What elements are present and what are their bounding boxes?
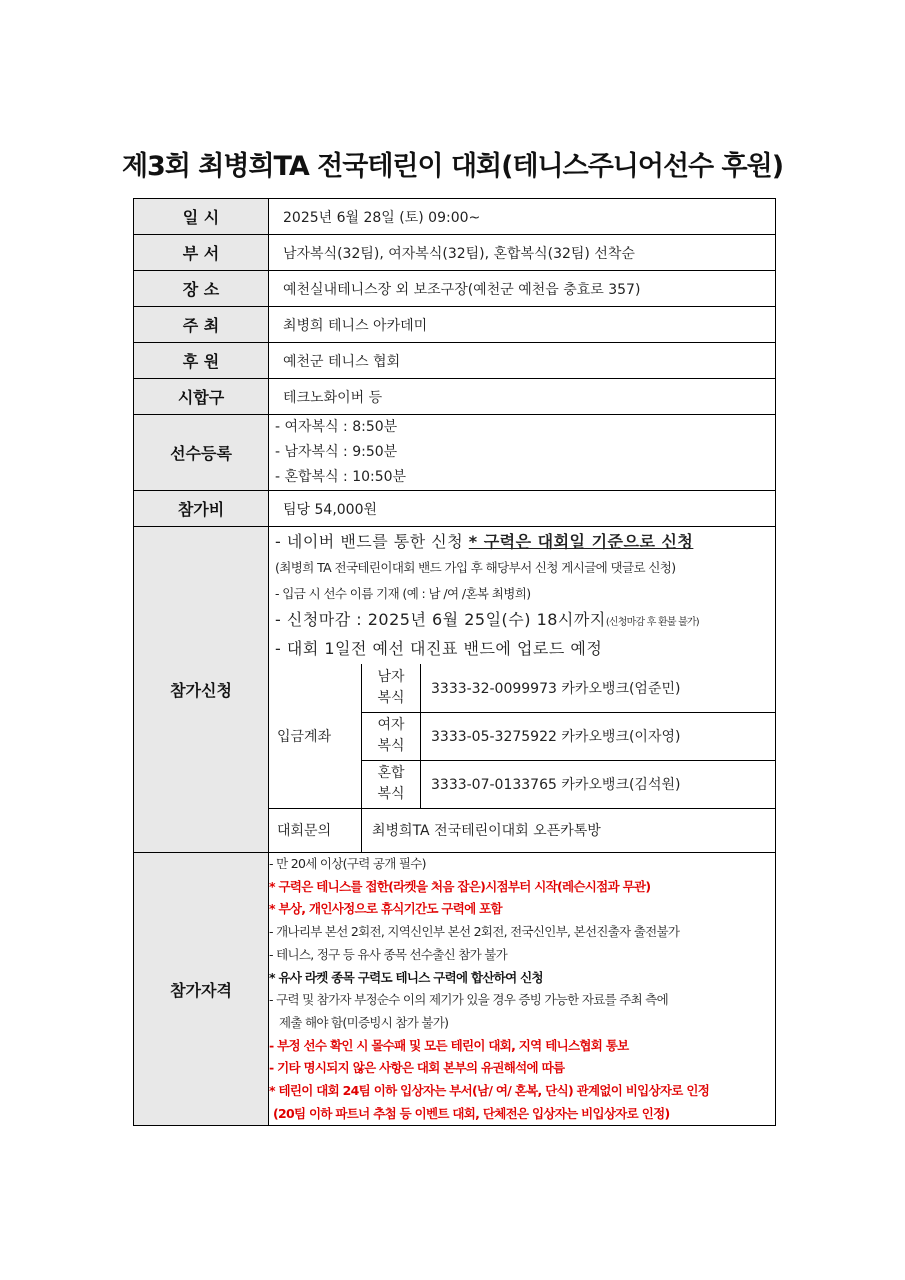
eligibility-line: (20팀 이하 파트너 추첨 등 이벤트 대회, 단체전은 입상자는 비입상자로 인정) (273, 1105, 670, 1121)
value-application (269, 527, 776, 853)
account-type-bottom: 복식 (377, 689, 405, 706)
label-application: 참가신청 (134, 527, 269, 853)
band-apply-text: - 네이버 밴드를 통한 신청 (275, 532, 469, 551)
inquiry-row (269, 808, 775, 852)
row-division (134, 235, 776, 271)
application-line-4 (275, 607, 775, 636)
registration-item: - 혼합복식 : 10:50분 (275, 469, 407, 485)
account-type-bottom: 복식 (377, 738, 405, 754)
tournament-info-table (133, 198, 776, 1126)
account-type-top: 여자 (377, 717, 405, 733)
row-fee (134, 491, 776, 527)
application-line-2: (최병희 TA 전국테린이대회 밴드 가입 후 해당부서 신청 게시글에 댓글로 신청) (275, 560, 676, 575)
account-value: 3333-32-0099973 카카오뱅크(엄준민) (421, 664, 776, 712)
account-type-bottom: 복식 (377, 786, 405, 802)
row-venue (134, 271, 776, 307)
account-type (362, 760, 421, 808)
account-type (362, 664, 421, 712)
account-label: 입금계좌 (269, 664, 362, 808)
value-division: 남자복식(32팀), 여자복식(32팀), 혼합복식(32팀) 선착순 (269, 235, 776, 271)
registration-item: - 남자복식 : 9:50분 (275, 444, 398, 460)
row-host (134, 307, 776, 343)
eligibility-line: - 만 20세 이상(구력 공개 필수) (269, 856, 426, 871)
eligibility-line: - 구력 및 참가자 부정순수 이의 제기가 있을 경우 증빙 가능한 자료를 주최 측에 (269, 992, 668, 1008)
label-date: 일 시 (134, 199, 269, 235)
eligibility-line: * 구력은 테니스를 접한(라켓을 처음 잡은)시점부터 시작(레슨시점과 무관) (269, 878, 651, 894)
account-type-top: 남자 (377, 668, 405, 685)
row-application (134, 527, 776, 853)
value-registration (269, 415, 776, 491)
row-ball (134, 379, 776, 415)
value-sponsor: 예천군 테니스 협회 (269, 343, 776, 379)
application-line-1 (275, 529, 775, 555)
label-ball: 시합구 (134, 379, 269, 415)
label-fee: 참가비 (134, 491, 269, 527)
account-value: 3333-07-0133765 카카오뱅크(김석원) (421, 760, 776, 808)
eligibility-line: * 유사 라켓 종목 구력도 테니스 구력에 합산하여 신청 (269, 969, 543, 985)
registration-item: - 여자복식 : 8:50분 (275, 419, 398, 435)
account-value: 3333-05-3275922 카카오뱅크(이자영) (421, 712, 776, 760)
value-eligibility (269, 853, 776, 1126)
label-registration: 선수등록 (134, 415, 269, 491)
value-host: 최병희 테니스 아카데미 (269, 307, 776, 343)
eligibility-line: 제출 해야 함(미증빙시 참가 불가) (279, 1014, 449, 1030)
eligibility-line: - 개나리부 본선 2회전, 지역신인부 본선 2회전, 전국신인부, 본선진출자 출전불가 (269, 924, 680, 940)
label-sponsor: 후 원 (134, 343, 269, 379)
row-date (134, 199, 776, 235)
deadline-text: - 신청마감 : 2025년 6월 25일(수) 18시까지 (275, 610, 606, 629)
label-eligibility: 참가자격 (134, 853, 269, 1126)
eligibility-line: * 테린이 대회 24팀 이하 입상자는 부서(남/ 여/ 혼복, 단식) 관계없이 비입상자로 인정 (269, 1083, 710, 1099)
account-type (362, 712, 421, 760)
application-line-3: - 입금 시 선수 이름 기재 (예 : 남 /여 /혼복 최병희) (275, 586, 531, 601)
eligibility-line: * 부상, 개인사정으로 휴식기간도 구력에 포함 (269, 901, 502, 917)
row-sponsor (134, 343, 776, 379)
account-type-top: 혼합 (377, 765, 405, 781)
value-ball: 테크노화이버 등 (269, 379, 776, 415)
inquiry-value: 최병희TA 전국테린이대회 오픈카톡방 (362, 808, 776, 852)
refund-note: (신청마감 후 환불 불가) (605, 617, 699, 628)
inquiry-label: 대회문의 (269, 808, 362, 852)
value-venue: 예천실내테니스장 외 보조구장(예천군 예천읍 충효로 357) (269, 271, 776, 307)
label-host: 주 최 (134, 307, 269, 343)
eligibility-line: - 부정 선수 확인 시 몰수패 및 모든 테린이 대회, 지역 테니스협회 통보 (269, 1037, 629, 1053)
row-registration (134, 415, 776, 491)
account-row (269, 664, 775, 712)
eligibility-line: - 기타 명시되지 않은 사항은 대회 본부의 유권해석에 따름 (269, 1060, 565, 1076)
account-table (269, 664, 775, 852)
experience-note: * 구력은 대회일 기준으로 신청 (468, 532, 694, 551)
row-eligibility (134, 853, 776, 1126)
label-venue: 장 소 (134, 271, 269, 307)
page-title: 제3회 최병희TA 전국테린이 대회(테니스주니어선수 후원) (121, 151, 784, 182)
value-date: 2025년 6월 28일 (토) 09:00~ (269, 199, 776, 235)
eligibility-line: - 테니스, 정구 등 유사 종목 선수출신 참가 불가 (269, 946, 508, 962)
application-line-5: - 대회 1일전 예선 대진표 밴드에 업로드 예정 (275, 639, 603, 658)
label-division: 부 서 (134, 235, 269, 271)
application-notes (269, 527, 775, 664)
value-fee: 팀당 54,000원 (269, 491, 776, 527)
